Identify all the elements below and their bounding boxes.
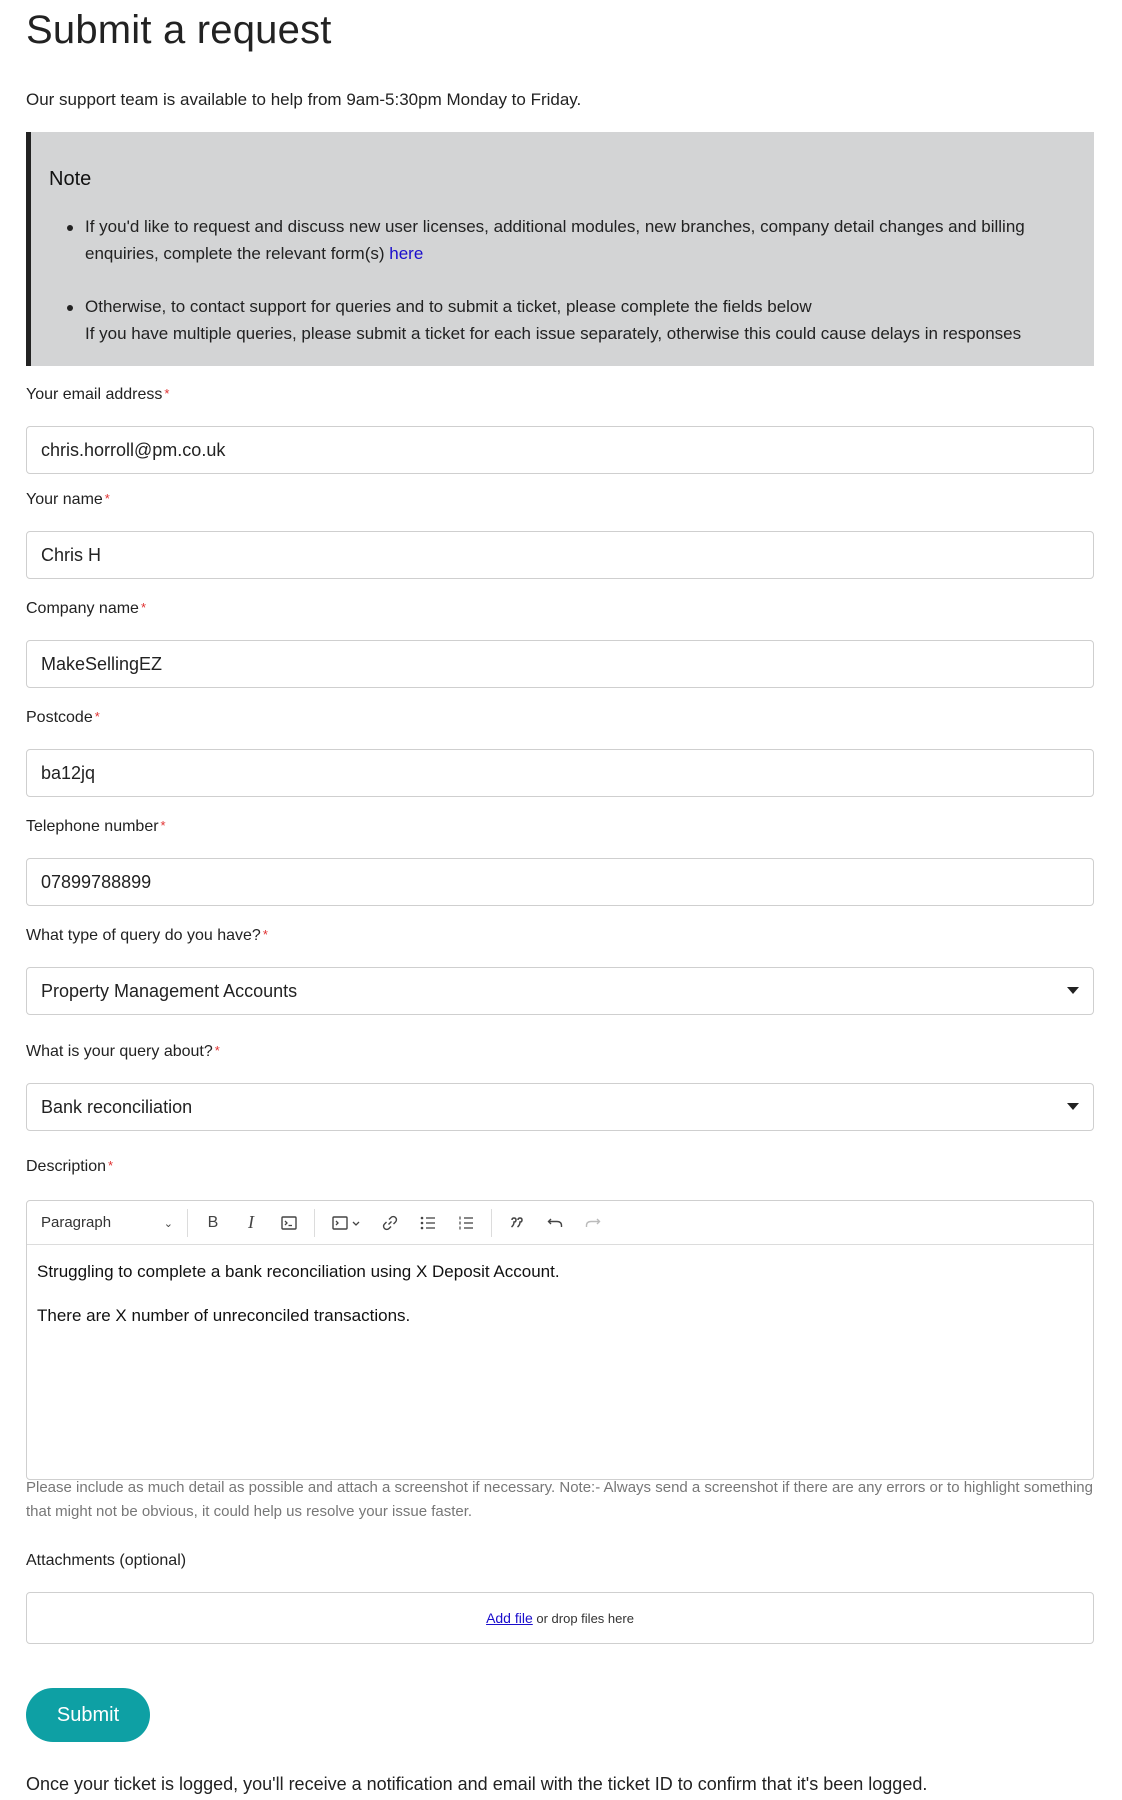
note-item-forms — [49, 213, 1094, 267]
required-marker: * — [214, 1043, 220, 1058]
bold-icon: B — [207, 1213, 219, 1231]
telephone-field-group — [26, 818, 1094, 906]
add-file-link[interactable]: Add file — [486, 1610, 533, 1626]
redo-button[interactable] — [574, 1208, 612, 1238]
description-label: Description — [26, 1158, 107, 1175]
description-help-text: Please include as much detail as possible and attach a screenshot if necessary. Note:- Always send a screenshot if there are any errors or to highlight something that might not be obvious, it could help us resolve your issue faster. — [26, 1479, 1093, 1520]
attachments-label: Attachments (optional) — [26, 1552, 187, 1569]
company-label: Company name — [26, 600, 139, 617]
chevron-down-icon: ⌄ — [163, 1218, 173, 1230]
numbered-list-button[interactable] — [447, 1208, 485, 1238]
code-icon — [281, 1216, 297, 1230]
email-label: Your email address — [26, 386, 163, 403]
undo-icon — [547, 1217, 563, 1229]
link-button[interactable] — [371, 1208, 409, 1238]
description-editor-body[interactable] — [27, 1245, 1093, 1365]
forms-here-link[interactable]: here — [389, 244, 424, 263]
company-input[interactable]: MakeSellingEZ — [26, 640, 1094, 688]
paragraph-format-label: Paragraph — [41, 1214, 112, 1231]
caret-down-icon — [1067, 987, 1079, 994]
email-input[interactable]: chris.horroll@pm.co.uk — [26, 426, 1094, 474]
blockquote-button[interactable] — [498, 1208, 536, 1238]
ticket-confirmation-note: Once your ticket is logged, you'll receive a notification and email with the ticket ID to confirm that it's been logged. — [26, 1774, 928, 1794]
link-icon — [382, 1215, 398, 1231]
description-editor — [26, 1200, 1094, 1480]
submit-button[interactable]: Submit — [26, 1688, 150, 1742]
telephone-input[interactable]: 07899788899 — [26, 858, 1094, 906]
italic-icon: I — [248, 1212, 254, 1232]
code-button[interactable] — [270, 1208, 308, 1238]
attachments-dropzone[interactable] — [26, 1592, 1094, 1644]
postcode-field-group — [26, 709, 1094, 797]
query-about-select[interactable] — [26, 1083, 1094, 1131]
note-item-support-line2: If you have multiple queries, please submit a ticket for each issue separately, otherwise this could cause delays in responses — [85, 324, 1022, 343]
query-type-label: What type of query do you have? — [26, 927, 261, 944]
name-input[interactable]: Chris H — [26, 531, 1094, 579]
query-type-value: Property Management Accounts — [41, 981, 298, 1001]
telephone-label: Telephone number — [26, 818, 159, 835]
redo-icon — [585, 1217, 601, 1229]
email-field-group — [26, 386, 1094, 474]
toolbar-divider — [314, 1209, 315, 1237]
bulleted-list-icon — [420, 1216, 436, 1230]
italic-button[interactable] — [232, 1208, 270, 1238]
numbered-list-icon — [458, 1216, 474, 1230]
paragraph-format-dropdown[interactable] — [41, 1214, 181, 1231]
postcode-input[interactable]: ba12jq — [26, 749, 1094, 797]
query-about-field-group — [26, 1043, 1094, 1131]
note-title: Note — [49, 168, 92, 190]
description-field-group — [26, 1158, 1094, 1480]
note-item-support-line1: Otherwise, to contact support for queries and to submit a ticket, please complete the fields below — [85, 297, 812, 316]
required-marker: * — [262, 927, 268, 942]
caret-down-icon — [1067, 1103, 1079, 1110]
toolbar-divider — [491, 1209, 492, 1237]
query-about-value: Bank reconciliation — [41, 1097, 193, 1117]
required-marker: * — [94, 709, 100, 724]
name-label: Your name — [26, 491, 103, 508]
required-marker: * — [108, 1158, 114, 1173]
query-type-field-group — [26, 927, 1094, 1015]
query-type-select[interactable] — [26, 967, 1094, 1015]
code-block-button[interactable] — [321, 1208, 371, 1238]
required-marker: * — [160, 818, 166, 833]
bulleted-list-button[interactable] — [409, 1208, 447, 1238]
name-field-group — [26, 491, 1094, 579]
attachments-field-group — [26, 1552, 1094, 1644]
postcode-label: Postcode — [26, 709, 93, 726]
page-title: Submit a request — [26, 8, 332, 52]
required-marker: * — [104, 491, 110, 506]
drop-files-text: or drop files here — [532, 1610, 634, 1626]
undo-button[interactable] — [536, 1208, 574, 1238]
required-marker: * — [164, 386, 170, 401]
toolbar-divider — [187, 1209, 188, 1237]
company-field-group — [26, 600, 1094, 688]
note-item-support — [49, 293, 1094, 347]
editor-toolbar — [27, 1201, 1093, 1245]
description-paragraph: There are X number of unreconciled transactions. — [37, 1306, 411, 1325]
support-hours-text: Our support team is available to help from 9am-5:30pm Monday to Friday. — [26, 90, 582, 109]
quote-icon — [510, 1217, 524, 1229]
query-about-label: What is your query about? — [26, 1043, 213, 1060]
code-block-icon — [332, 1216, 360, 1230]
description-paragraph: Struggling to complete a bank reconciliation using X Deposit Account. — [37, 1262, 560, 1281]
note-list — [49, 213, 1094, 347]
note-item-forms-text: If you'd like to request and discuss new user licenses, additional modules, new branches, company detail changes and billing enquiries, complete the relevant form(s) — [85, 217, 1025, 263]
note-box — [26, 132, 1094, 366]
bold-button[interactable] — [194, 1208, 232, 1238]
required-marker: * — [140, 600, 147, 615]
